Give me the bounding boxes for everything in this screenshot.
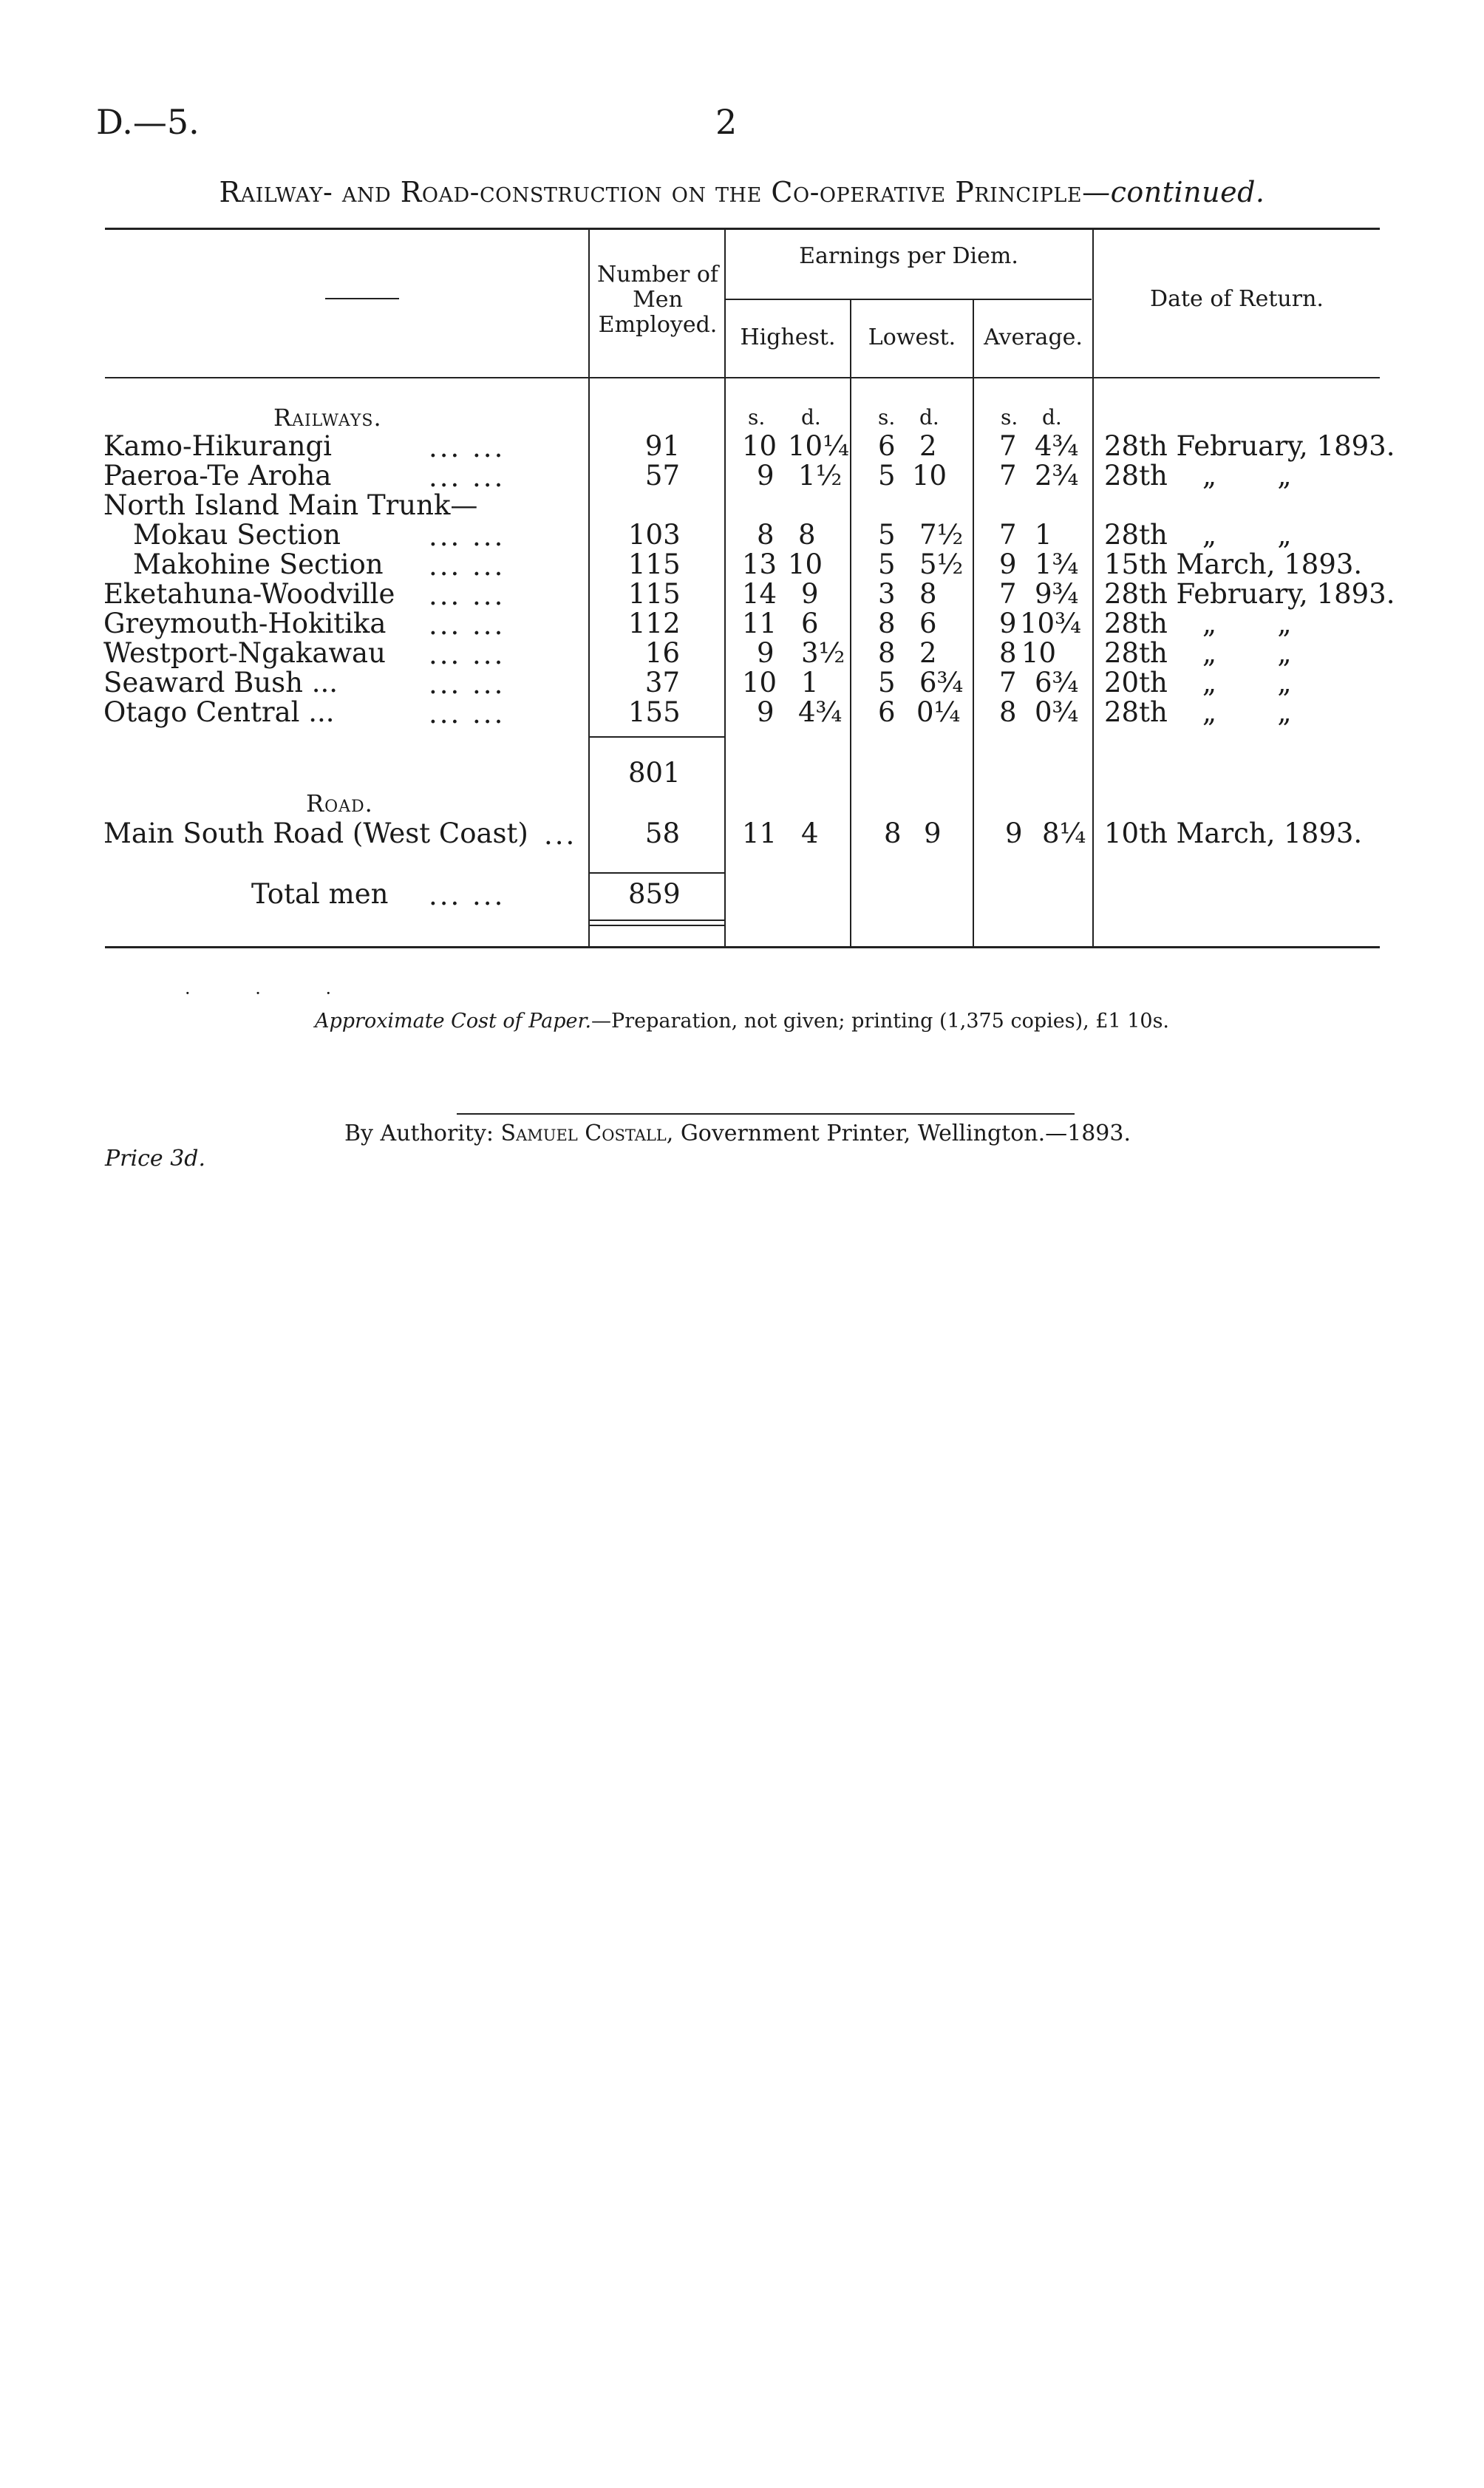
row-10-average-d: 0¾ (1035, 696, 1079, 728)
row-6-average-d: 9¾ (1035, 578, 1079, 610)
page-number: 2 (715, 102, 738, 142)
row-5-average-s: 9 (999, 548, 1017, 580)
road-row-lowest-s: 8 (884, 818, 902, 849)
row-10-average-s: 8 (999, 696, 1017, 728)
row-4-work: Mokau Section (133, 519, 341, 551)
row-10-date: 28th „ „ (1104, 696, 1292, 728)
row-9-dots: ... ... (429, 668, 506, 700)
row-9-average-s: 7 (999, 667, 1017, 699)
row-6-highest-s: 14 (742, 578, 777, 610)
road-row-work: Main South Road (West Coast) (103, 818, 528, 849)
subtotal-rule (590, 736, 724, 738)
row-8-average-s: 8 (999, 637, 1017, 669)
table-top-rule (105, 228, 1380, 230)
row-2-dots: ... ... (429, 461, 506, 493)
row-9-date: 20th „ „ (1104, 667, 1292, 699)
highest-d: d. (801, 405, 821, 429)
header-earnings: Earnings per Diem. (799, 243, 1018, 269)
road-row-highest-s: 11 (742, 818, 777, 849)
row-4-average-s: 7 (999, 519, 1017, 551)
row-2-average-s: 7 (999, 460, 1017, 492)
row-9-highest-s: 10 (742, 667, 777, 699)
column-divider-men-left (588, 230, 590, 946)
row-2-highest-d: 1½ (798, 460, 843, 492)
row-8-lowest-d: 2 (919, 637, 937, 669)
row-10-men: 155 (628, 696, 681, 728)
section-railways: Railways. (273, 404, 382, 432)
row-5-lowest-d: 5½ (919, 548, 964, 580)
row-1-men: 91 (644, 430, 680, 462)
row-1-highest-s: 10 (742, 430, 777, 462)
road-row-date: 10th March, 1893. (1104, 818, 1363, 849)
row-1-highest-d: 10¼ (788, 430, 849, 462)
row-2-work: Paeroa-Te Aroha (103, 460, 332, 492)
row-4-date: 28th „ „ (1104, 519, 1292, 551)
row-7-date: 28th „ „ (1104, 608, 1292, 639)
section-road: Road. (306, 789, 373, 818)
row-1-average-d: 4¾ (1035, 430, 1079, 462)
row-8-dots: ... ... (429, 639, 506, 670)
road-row-highest-d: 4 (801, 818, 819, 849)
row-3-work: North Island Main Trunk— (103, 489, 478, 521)
row-5-date: 15th March, 1893. (1104, 548, 1363, 580)
row-6-date: 28th February, 1893. (1104, 578, 1395, 610)
printer-name: Samuel Costall (500, 1121, 667, 1146)
row-4-highest-s: 8 (757, 519, 775, 551)
row-7-average-d: 10¾ (1020, 608, 1081, 639)
title-continued: continued. (1110, 176, 1265, 208)
header-average: Average. (984, 324, 1083, 350)
total-dots: ... ... (429, 880, 506, 911)
authority-line (344, 1121, 1131, 1146)
paper-cost-note (0, 1010, 1484, 1033)
row-6-men: 115 (628, 578, 681, 610)
row-2-lowest-d: 10 (912, 460, 947, 492)
row-8-work: Westport-Ngakawau (103, 637, 386, 669)
row-4-men: 103 (628, 519, 681, 551)
row-10-lowest-s: 6 (878, 696, 896, 728)
row-10-lowest-d: 0¼ (916, 696, 961, 728)
row-8-men: 16 (644, 637, 680, 669)
row-9-highest-d: 1 (801, 667, 819, 699)
row-1-date: 28th February, 1893. (1104, 430, 1395, 462)
row-8-highest-s: 9 (757, 637, 775, 669)
row-4-lowest-d: 7½ (919, 519, 964, 551)
price: Price 3d. (105, 1146, 206, 1172)
row-4-average-d: 1 (1035, 519, 1052, 551)
row-4-dots: ... ... (429, 520, 506, 552)
title-main: Railway- and Road-construction on the Co-operative Principle— (219, 176, 1111, 208)
row-9-work: Seaward Bush ... (103, 667, 338, 699)
row-1-lowest-d: 2 (919, 430, 937, 462)
road-row-lowest-d: 9 (924, 818, 942, 849)
average-s: s. (1001, 405, 1018, 429)
row-5-highest-d: 10 (788, 548, 823, 580)
row-9-average-d: 6¾ (1035, 667, 1079, 699)
earnings-underline (726, 299, 1092, 300)
row-6-highest-d: 9 (801, 578, 819, 610)
row-1-work: Kamo-Hikurangi (103, 430, 333, 462)
total-top-rule (590, 872, 724, 874)
total-double-rule-2 (590, 925, 724, 926)
blank-header-dash (325, 298, 399, 299)
total-label: Total men (251, 878, 389, 910)
row-5-dots: ... ... (429, 550, 506, 582)
row-5-work: Makohine Section (133, 548, 384, 580)
print-specks: · · · (185, 983, 361, 1004)
paper-cost-label: Approximate Cost of Paper. (314, 1010, 592, 1033)
row-10-work: Otago Central ... (103, 696, 335, 728)
row-1-average-s: 7 (999, 430, 1017, 462)
row-10-highest-d: 4¾ (798, 696, 843, 728)
row-7-highest-s: 11 (742, 608, 777, 639)
row-7-dots: ... ... (429, 609, 506, 641)
road-row-men: 58 (644, 818, 680, 849)
row-4-highest-d: 8 (798, 519, 816, 551)
row-7-lowest-d: 6 (919, 608, 937, 639)
row-8-average-d: 10 (1021, 637, 1057, 669)
row-2-lowest-s: 5 (878, 460, 896, 492)
row-5-men: 115 (628, 548, 681, 580)
total-double-rule-1 (590, 920, 724, 921)
header-bottom-rule (105, 377, 1380, 378)
row-6-lowest-s: 3 (878, 578, 896, 610)
document-code: D.—5. (96, 102, 200, 142)
row-5-average-d: 1¾ (1035, 548, 1079, 580)
row-7-lowest-s: 8 (878, 608, 896, 639)
row-5-highest-s: 13 (742, 548, 777, 580)
table-bottom-rule (105, 946, 1380, 948)
header-date-of-return: Date of Return. (1150, 286, 1324, 312)
row-10-dots: ... ... (429, 698, 506, 730)
column-divider-average-right (1092, 230, 1094, 946)
row-1-lowest-s: 6 (878, 430, 896, 462)
row-8-date: 28th „ „ (1104, 637, 1292, 669)
lowest-s: s. (878, 405, 896, 429)
row-10-highest-s: 9 (757, 696, 775, 728)
row-9-men: 37 (644, 667, 680, 699)
row-2-highest-s: 9 (757, 460, 775, 492)
road-row-dots: ... (544, 819, 577, 851)
lowest-d: d. (919, 405, 939, 429)
table-title (0, 176, 1484, 208)
highest-s: s. (748, 405, 766, 429)
row-4-lowest-s: 5 (878, 519, 896, 551)
row-7-men: 112 (628, 608, 681, 639)
authority-rule (457, 1113, 1075, 1115)
row-9-lowest-s: 5 (878, 667, 896, 699)
road-row-average-d: 8¼ (1042, 818, 1086, 849)
row-8-highest-d: 3½ (801, 637, 845, 669)
row-2-men: 57 (644, 460, 680, 492)
authority-prefix: By Authority: (344, 1121, 501, 1146)
row-2-average-d: 2¾ (1035, 460, 1079, 492)
row-6-dots: ... ... (429, 579, 506, 611)
row-2-date: 28th „ „ (1104, 460, 1292, 492)
average-d: d. (1042, 405, 1062, 429)
row-7-work: Greymouth-Hokitika (103, 608, 387, 639)
column-divider-highest-right (850, 300, 851, 946)
row-5-lowest-s: 5 (878, 548, 896, 580)
railways-subtotal: 801 (628, 757, 681, 789)
header-number-employed: Number of Men Employed. (596, 262, 719, 338)
header-lowest: Lowest. (868, 324, 956, 350)
authority-suffix: , Government Printer, Wellington.—1893. (666, 1121, 1131, 1146)
row-7-average-s: 9 (999, 608, 1017, 639)
row-6-work: Eketahuna-Woodville (103, 578, 395, 610)
total-value: 859 (628, 878, 681, 910)
column-divider-lowest-right (973, 300, 974, 946)
row-1-dots: ... ... (429, 432, 506, 463)
road-row-average-s: 9 (1005, 818, 1023, 849)
row-9-lowest-d: 6¾ (919, 667, 964, 699)
header-highest: Highest. (740, 324, 836, 350)
row-7-highest-d: 6 (801, 608, 819, 639)
row-8-lowest-s: 8 (878, 637, 896, 669)
row-6-average-s: 7 (999, 578, 1017, 610)
paper-cost-text: —Preparation, not given; printing (1,375 copies), £1 10s. (591, 1010, 1170, 1033)
row-6-lowest-d: 8 (919, 578, 937, 610)
